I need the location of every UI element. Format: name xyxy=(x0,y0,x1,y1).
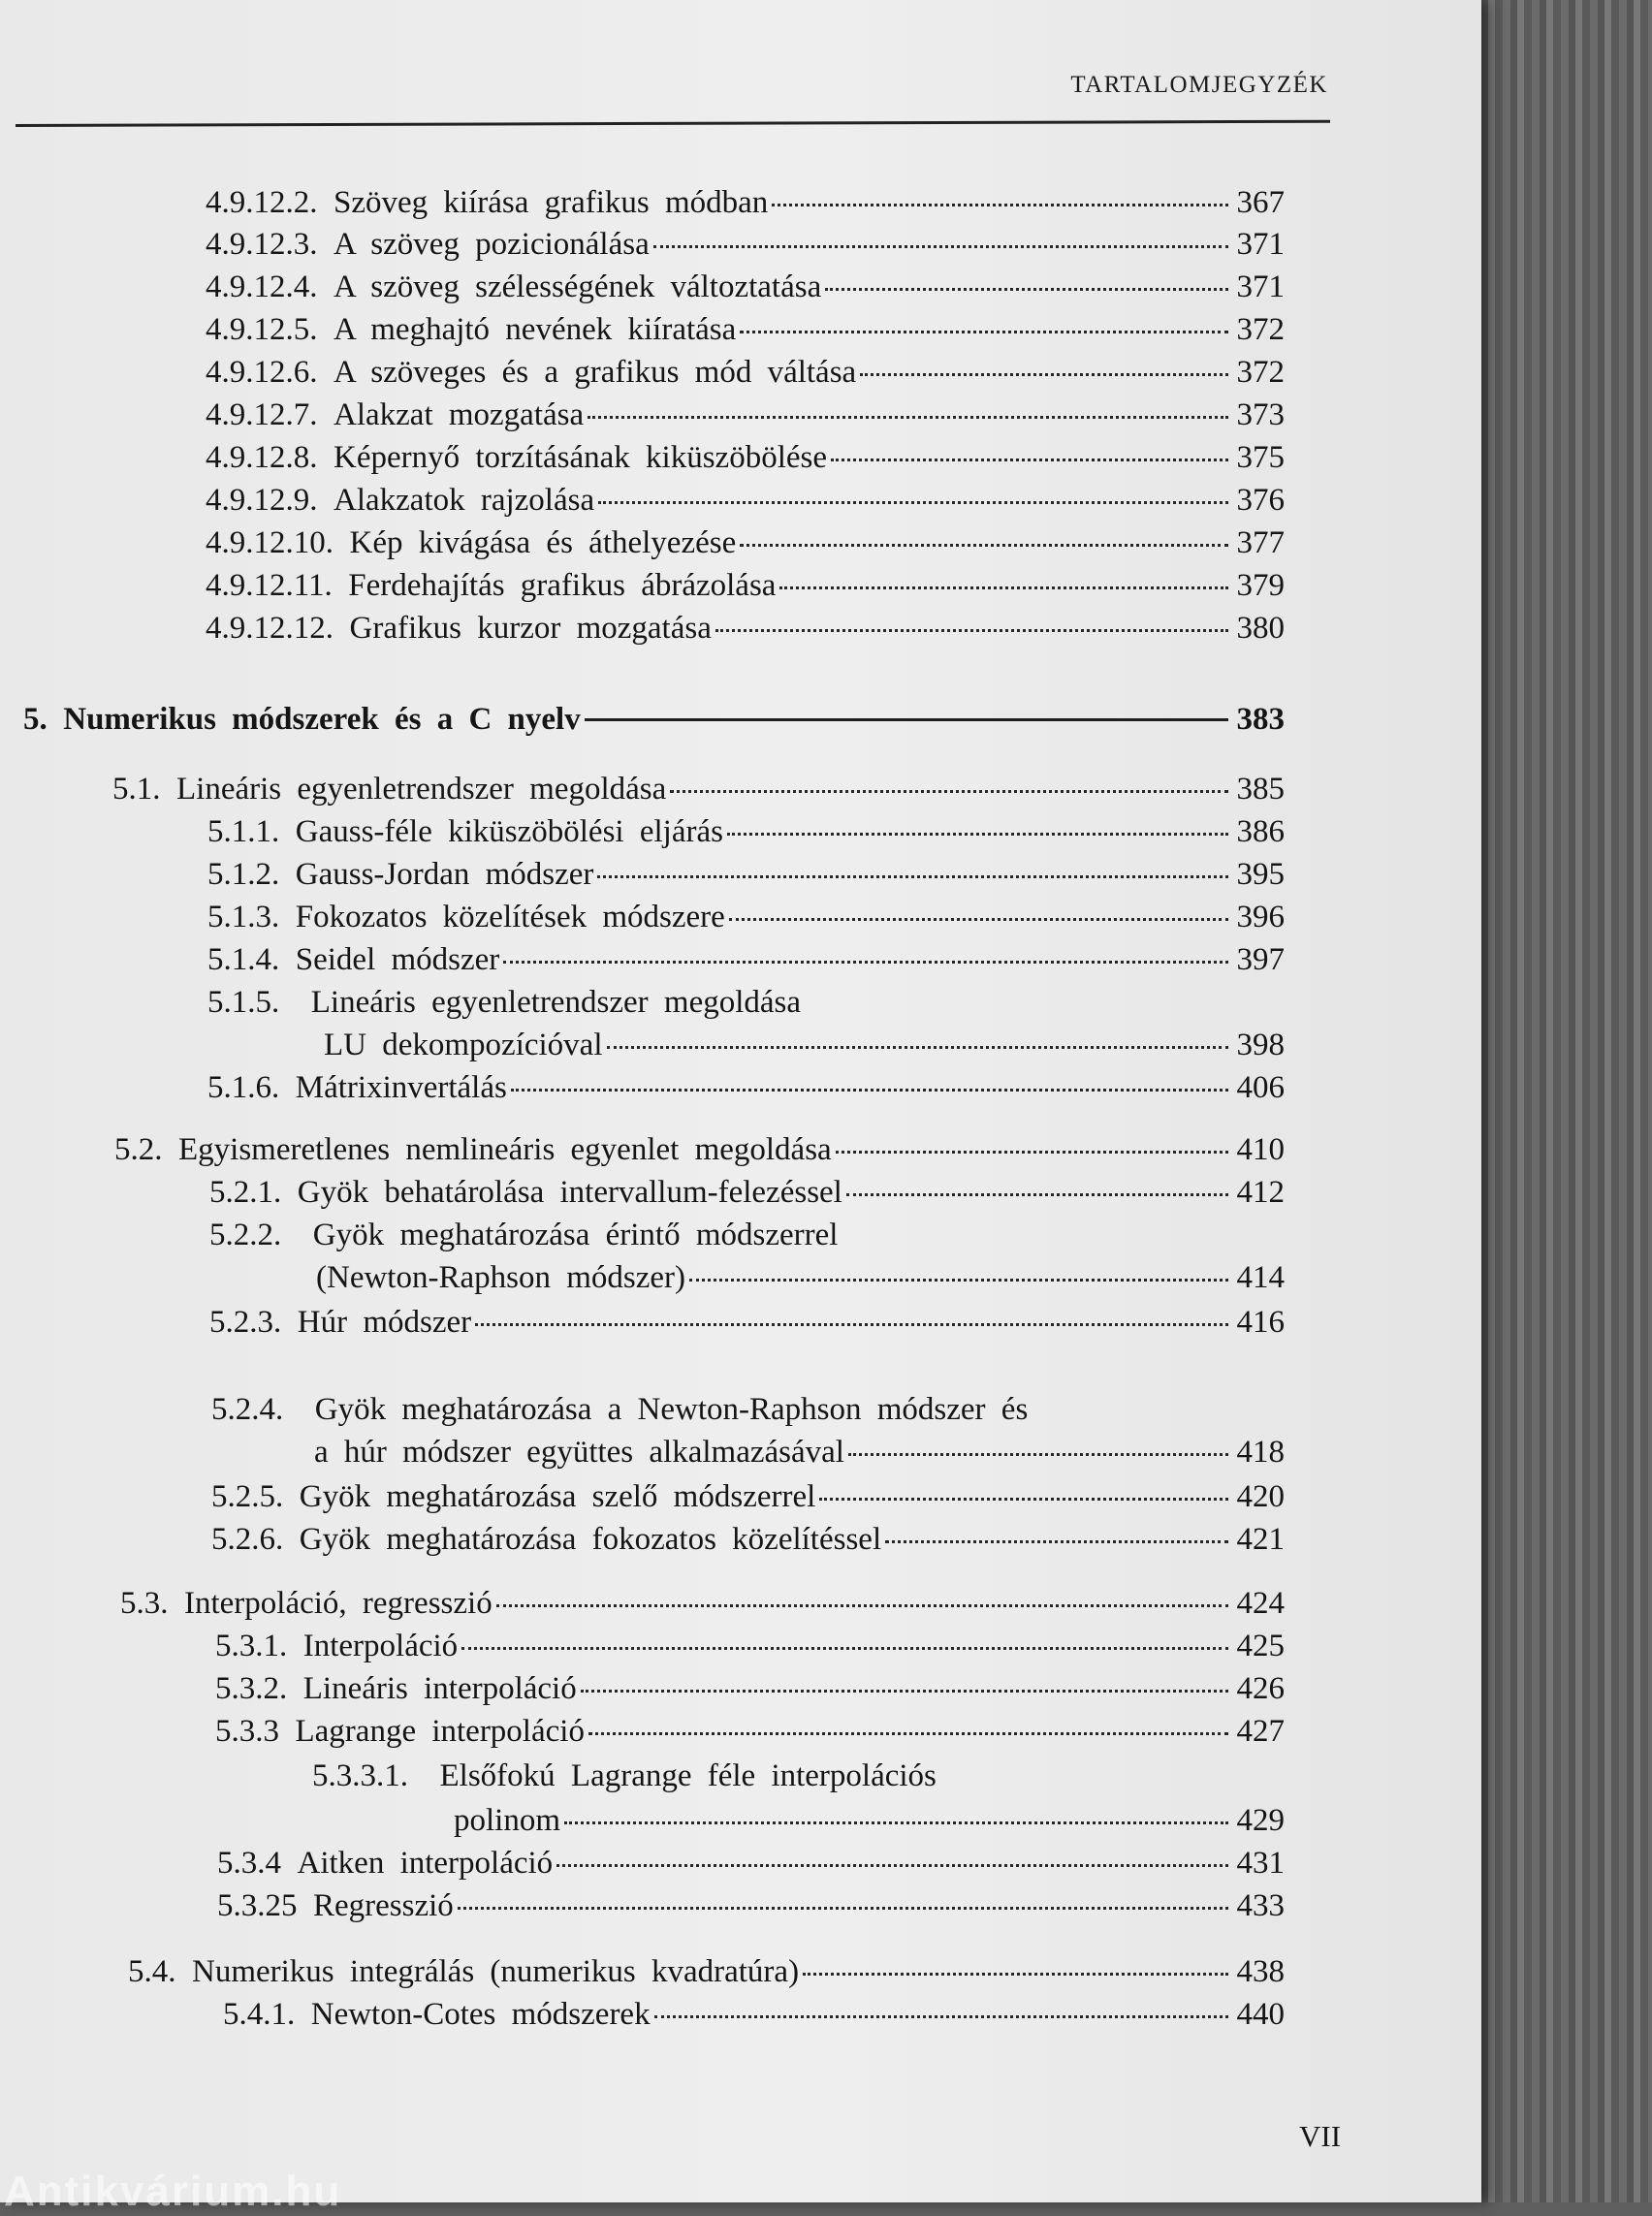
toc-entry-page: 427 xyxy=(1236,1714,1285,1749)
toc-entry-number: 5.1. xyxy=(112,772,161,807)
toc-entry-number: 4.9.12.8. xyxy=(206,440,318,475)
toc-entry-title: Numerikus módszerek és a C nyelv xyxy=(63,702,581,737)
toc-entry-page: 385 xyxy=(1236,772,1285,807)
toc-entry-title: Grafikus kurzor mozgatása xyxy=(349,611,712,646)
toc-entry-page: 410 xyxy=(1236,1132,1285,1167)
toc-entry-number: 5.2.5. xyxy=(211,1479,284,1514)
toc-entry-title: Kép kivágása és áthelyezése xyxy=(349,525,737,560)
toc-entry xyxy=(209,1173,1285,1212)
toc-entry-page: 386 xyxy=(1236,814,1285,849)
dot-leader xyxy=(740,331,1228,333)
toc-entry-page: 431 xyxy=(1236,1846,1285,1881)
toc-entry-title-cont: (Newton-Raphson módszer) xyxy=(316,1260,685,1295)
toc-entry xyxy=(206,396,1285,434)
toc-entry-number: 5.2.4. xyxy=(211,1392,284,1427)
dot-leader xyxy=(848,1453,1228,1456)
toc-entry-number: 5.2.6. xyxy=(211,1522,284,1557)
dot-leader xyxy=(588,1732,1228,1735)
toc-entry-number: 4.9.12.12. xyxy=(206,611,334,646)
toc-entry-title: Képernyő torzításának kiküszöbölése xyxy=(334,440,828,475)
toc-entry-title: Aitken interpoláció xyxy=(297,1846,554,1881)
dot-leader xyxy=(461,1647,1228,1650)
toc-entry-number: 5.3.4 xyxy=(217,1846,281,1881)
dot-leader xyxy=(715,629,1228,632)
toc-entry-number: 5.1.4. xyxy=(207,942,280,977)
toc-entry-title: Regresszió xyxy=(313,1888,454,1923)
toc-entry-page: 420 xyxy=(1236,1479,1285,1514)
toc-entry xyxy=(206,523,1285,562)
dot-leader xyxy=(511,1089,1228,1092)
toc-entry-title: A meghajtó nevének kiíratása xyxy=(334,312,737,347)
toc-entry xyxy=(114,1130,1285,1169)
dot-leader xyxy=(654,2015,1228,2018)
toc-entry-page: 377 xyxy=(1236,525,1285,560)
toc-entry-page: 433 xyxy=(1236,1888,1285,1923)
toc-entry-number: 4.9.12.7. xyxy=(206,397,318,432)
toc-entry-number: 5.2. xyxy=(114,1132,163,1167)
toc-entry-title: A szöveges és a grafikus mód váltása xyxy=(334,355,857,390)
dot-leader xyxy=(729,918,1228,921)
toc-entry xyxy=(206,268,1285,306)
toc-entry-page: 426 xyxy=(1236,1671,1285,1706)
dot-leader xyxy=(689,1279,1228,1282)
dot-leader xyxy=(825,288,1228,291)
toc-entry-number: 5.1.1. xyxy=(207,814,280,849)
toc-entry-page: 376 xyxy=(1236,483,1285,518)
toc-entry-page: 373 xyxy=(1236,397,1285,432)
toc-entry-title-cont: polinom xyxy=(454,1803,561,1838)
toc-entry xyxy=(207,898,1285,936)
toc-entry xyxy=(206,481,1285,520)
toc-entry xyxy=(312,1757,937,1795)
toc-entry xyxy=(211,1520,1285,1559)
toc-entry-page: 398 xyxy=(1236,1028,1285,1062)
dot-leader xyxy=(581,1690,1228,1693)
toc-entry-title: Lineáris interpoláció xyxy=(302,1671,577,1706)
toc-entry xyxy=(215,1627,1285,1665)
toc-entry-title: Lineáris egyenletrendszer megoldása xyxy=(310,985,802,1020)
toc-entry-title: Ferdehajítás grafikus ábrázolása xyxy=(348,568,777,603)
toc-entry-page: 395 xyxy=(1236,857,1285,892)
toc-entry-number: 4.9.12.5. xyxy=(206,312,318,347)
toc-entry-number: 5.2.3. xyxy=(209,1305,282,1340)
toc-entry-number: 4.9.12.3. xyxy=(206,227,318,262)
dot-leader xyxy=(740,544,1228,547)
toc-entry-title: Numerikus integrálás (numerikus kvadratúra) xyxy=(192,1954,800,1989)
toc-entry-page: 367 xyxy=(1236,185,1285,220)
toc-entry-continuation xyxy=(316,1258,1285,1297)
toc-entry xyxy=(207,983,801,1022)
toc-entry-title: Gauss-Jordan módszer xyxy=(295,857,594,892)
toc-entry-page: 418 xyxy=(1236,1435,1285,1470)
toc-entry-title: Gyök meghatározása érintő módszerrel xyxy=(312,1218,839,1252)
toc-entry-number: 5.3. xyxy=(120,1586,169,1621)
toc-entry-page: 421 xyxy=(1236,1522,1285,1557)
dot-leader xyxy=(588,416,1228,419)
dot-leader xyxy=(556,1864,1228,1867)
dot-leader xyxy=(475,1323,1228,1326)
toc-entry xyxy=(207,1068,1285,1107)
toc-entry-title: A szöveg szélességének változtatása xyxy=(334,269,822,304)
toc-entry-page: 414 xyxy=(1236,1260,1285,1295)
toc-entry-page: 406 xyxy=(1236,1070,1285,1105)
toc-entry-title: Szöveg kiírása grafikus módban xyxy=(334,185,769,220)
dot-leader xyxy=(727,833,1228,836)
toc-entry xyxy=(206,310,1285,349)
toc-entry-number: 5.1.5. xyxy=(207,985,280,1020)
toc-entry xyxy=(207,940,1285,979)
toc-entry xyxy=(206,609,1285,648)
toc-entry-page: 380 xyxy=(1236,611,1285,646)
toc-entry-page: 440 xyxy=(1236,1997,1285,2032)
toc-entry-number: 5.3.3 xyxy=(215,1714,279,1749)
toc-entry-number: 5.3.2. xyxy=(215,1671,288,1706)
toc-entry-page: 412 xyxy=(1236,1175,1285,1210)
toc-entry xyxy=(206,183,1285,222)
toc-entry-page: 371 xyxy=(1236,269,1285,304)
dot-leader xyxy=(458,1907,1228,1910)
dot-leader xyxy=(831,459,1228,461)
toc-entry xyxy=(215,1669,1285,1708)
toc-entry-title: Gyök meghatározása fokozatos közelítéssel xyxy=(299,1522,882,1557)
leader-line xyxy=(585,718,1228,721)
toc-entry-title: Húr módszer xyxy=(297,1305,472,1340)
dot-leader xyxy=(860,373,1228,376)
toc-entry-number: 5.3.25 xyxy=(217,1888,298,1923)
dot-leader xyxy=(846,1193,1228,1196)
toc-entry-title: Gyök meghatározása a Newton-Raphson módszer és xyxy=(314,1392,1029,1427)
toc-entry xyxy=(206,566,1285,605)
toc-entry-title: Alakzatok rajzolása xyxy=(334,483,595,518)
toc-entry-number: 5.1.6. xyxy=(207,1070,280,1105)
toc-entry-continuation xyxy=(324,1026,1285,1064)
toc-entry xyxy=(217,1844,1285,1883)
dot-leader xyxy=(598,501,1228,504)
toc-entry-number: 5.4. xyxy=(128,1954,176,1989)
toc-entry-title: Lineáris egyenletrendszer megoldása xyxy=(176,772,667,807)
toc-entry-number: 5.2.2. xyxy=(209,1218,282,1252)
toc-entry-number: 5.4.1. xyxy=(223,1997,296,2032)
toc-entry-page: 425 xyxy=(1236,1629,1285,1663)
toc-entry-number: 5.1.2. xyxy=(207,857,280,892)
toc-entry-title: Interpoláció xyxy=(302,1629,459,1663)
toc-entry xyxy=(211,1477,1285,1516)
toc-entry-page: 438 xyxy=(1236,1954,1285,1989)
toc-entry-title: Elsőfokú Lagrange féle interpolációs xyxy=(439,1758,937,1793)
toc-entry-page: 372 xyxy=(1236,355,1285,390)
toc-entry-page: 429 xyxy=(1236,1803,1285,1838)
toc-entry-title-cont: a húr módszer együttes alkalmazásával xyxy=(314,1435,844,1470)
toc-entry xyxy=(207,855,1285,894)
toc-entry-page: 383 xyxy=(1236,702,1285,737)
dot-leader xyxy=(653,245,1228,248)
header-rule xyxy=(16,120,1330,127)
toc-entry-title: Gauss-féle kiküszöbölési eljárás xyxy=(295,814,723,849)
toc-entry xyxy=(206,225,1285,264)
toc-entry-continuation xyxy=(454,1801,1285,1840)
toc-entry-page: 375 xyxy=(1236,440,1285,475)
toc-entry-title: Newton-Cotes módszerek xyxy=(310,1997,651,2032)
toc-entry xyxy=(215,1712,1285,1751)
toc-entry xyxy=(128,1952,1285,1991)
toc-entry-title: Egyismeretlenes nemlineáris egyenlet megoldása xyxy=(178,1132,832,1167)
toc-entry-number: 5.1.3. xyxy=(207,900,280,934)
toc-entry-page: 372 xyxy=(1236,312,1285,347)
dot-leader xyxy=(597,875,1228,878)
dot-leader xyxy=(885,1540,1228,1543)
toc-entry-continuation xyxy=(314,1433,1285,1472)
dot-leader xyxy=(670,790,1228,793)
dot-leader xyxy=(779,586,1228,589)
dot-leader xyxy=(803,1973,1228,1976)
toc-entry-page: 397 xyxy=(1236,942,1285,977)
toc-entry-number: 4.9.12.11. xyxy=(206,568,333,603)
dot-leader xyxy=(503,961,1228,964)
toc-entry-page: 416 xyxy=(1236,1305,1285,1340)
page-header-title: TARTALOMJEGYZÉK xyxy=(1070,72,1328,98)
dot-leader xyxy=(819,1498,1228,1501)
toc-entry-title-cont: LU dekompozícióval xyxy=(324,1028,603,1062)
toc-entry-page: 424 xyxy=(1236,1586,1285,1621)
toc-entry-title: Alakzat mozgatása xyxy=(334,397,585,432)
toc-entry-title: Interpoláció, regresszió xyxy=(184,1586,492,1621)
toc-chapter-entry xyxy=(23,700,1285,739)
toc-entry xyxy=(217,1886,1285,1925)
dot-leader xyxy=(496,1604,1228,1607)
toc-entry-page: 379 xyxy=(1236,568,1285,603)
toc-entry xyxy=(209,1216,838,1254)
toc-entry-page: 371 xyxy=(1236,227,1285,262)
toc-entry-number: 4.9.12.2. xyxy=(206,185,318,220)
toc-entry xyxy=(206,353,1285,392)
toc-entry-number: 5.2.1. xyxy=(209,1175,282,1210)
toc-entry xyxy=(207,812,1285,851)
dot-leader xyxy=(564,1821,1228,1824)
toc-entry-page: 396 xyxy=(1236,900,1285,934)
toc-entry xyxy=(206,438,1285,477)
page-number: VII xyxy=(1299,2119,1342,2153)
toc-entry-number: 5.3.3.1. xyxy=(312,1758,408,1793)
toc-entry-title: Seidel módszer xyxy=(295,942,500,977)
toc-entry-number: 5.3.1. xyxy=(215,1629,288,1663)
toc-entry xyxy=(112,770,1285,808)
toc-entry-number: 4.9.12.6. xyxy=(206,355,318,390)
toc-entry-title: A szöveg pozicionálása xyxy=(334,227,650,262)
dot-leader xyxy=(607,1046,1228,1049)
toc-entry-title: Gyök meghatározása szelő módszerrel xyxy=(299,1479,816,1514)
dot-leader xyxy=(772,204,1228,206)
toc-entry xyxy=(120,1584,1285,1623)
toc-entry-title: Fokozatos közelítések módszere xyxy=(295,900,725,934)
dot-leader xyxy=(836,1151,1228,1154)
toc-entry-title: Mátrixinvertálás xyxy=(295,1070,507,1105)
watermark: Antikvárium.hu xyxy=(4,2168,342,2215)
toc-entry-title: Gyök behatárolása intervallum-felezéssel xyxy=(297,1175,842,1210)
toc-entry-number: 4.9.12.9. xyxy=(206,483,318,518)
toc-entry xyxy=(223,1995,1285,2034)
toc-entry-title: Lagrange interpoláció xyxy=(295,1714,585,1749)
background-edge xyxy=(1474,0,1652,2202)
toc-entry-number: 4.9.12.4. xyxy=(206,269,318,304)
toc-entry-number: 5. xyxy=(23,702,48,737)
toc-entry-number: 4.9.12.10. xyxy=(206,525,334,560)
toc-entry xyxy=(209,1303,1285,1342)
toc-entry xyxy=(211,1390,1028,1429)
